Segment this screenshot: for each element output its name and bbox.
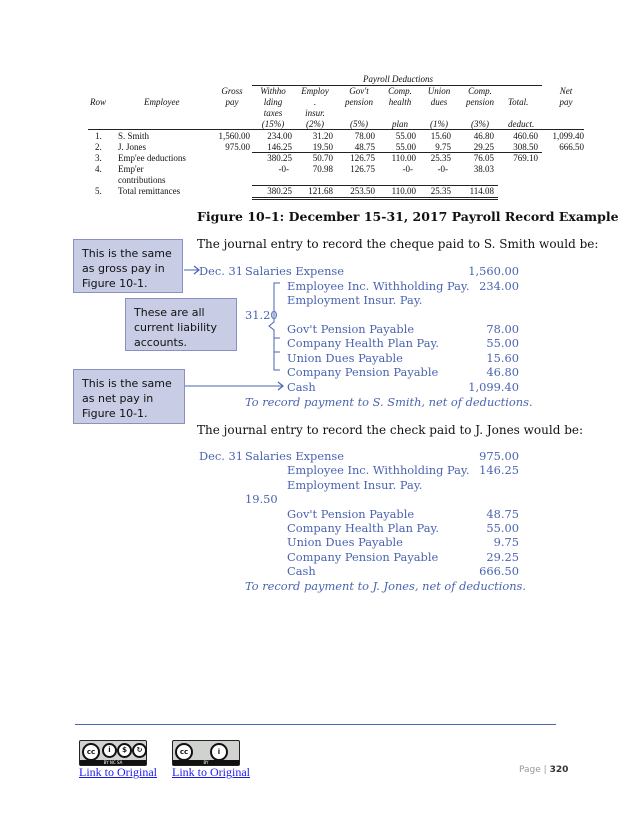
table-cell-health: 110.00 (391, 186, 416, 196)
table-row-number: 1. (95, 131, 102, 141)
table-row-number: 2. (95, 142, 102, 152)
table-cell-total: 460.60 (513, 131, 538, 141)
col-header-total: Total. (508, 97, 529, 107)
table-cell-union: -0- (437, 164, 448, 174)
table-cell-ei: 31.20 (312, 131, 333, 141)
table-cell-union: 15.60 (430, 131, 451, 141)
table-cell-employee: J. Jones (118, 142, 147, 152)
col-header-gross: Gross pay (221, 86, 243, 107)
entry-credit-account: Gov't Pension Payable (287, 322, 415, 336)
table-cell-union: 25.35 (430, 153, 451, 163)
entry-credit-account: Company Pension Payable (287, 365, 439, 379)
paragraph-smith: The journal entry to record the cheque paid to S. Smith would be: (197, 237, 599, 251)
table-cell-ei: 19.50 (312, 142, 333, 152)
entry-credit-account: Union Dues Payable (287, 351, 403, 365)
entry-credit-amount: 9.75 (493, 535, 519, 549)
cc-by-nc-sa-icon[interactable]: cc i $ ↻ BY NC SA (79, 740, 147, 766)
arrow-right-icon (185, 380, 288, 392)
col-header-row: Row (90, 97, 107, 107)
table-cell-total: 769.10 (513, 153, 538, 163)
link-to-original[interactable]: Link to Original (79, 765, 157, 779)
table-cell-employee: Emp'ee deductions (118, 153, 186, 163)
table-cell-ei: 70.98 (312, 164, 333, 174)
entry-credit-account: Employment Insur. Pay. (287, 293, 423, 307)
entry-credit-amount: 15.60 (486, 351, 519, 365)
entry-debit-amount: 1,560.00 (468, 264, 519, 278)
entry-memo: To record payment to S. Smith, net of deductions. (245, 395, 533, 409)
table-cell-gov: 48.75 (354, 142, 375, 152)
table-cell-gov: 126.75 (350, 164, 375, 174)
entry-date: Dec. 31 (199, 449, 243, 463)
entry-credit-account: Gov't Pension Payable (287, 507, 415, 521)
entry-credit-account: Union Dues Payable (287, 535, 403, 549)
paragraph-jones: The journal entry to record the check paid to J. Jones would be: (197, 423, 584, 437)
table-cell-gross: 975.00 (225, 142, 250, 152)
table-cell-comp-pension: 76.05 (473, 153, 494, 163)
entry-ei-amount: 19.50 (245, 492, 278, 506)
table-cell-comp-pension: 114.08 (469, 186, 494, 196)
entry-date: Dec. 31 (199, 264, 243, 278)
table-cell-withholding: 380.25 (267, 186, 292, 196)
col-header-total-2: deduct. (508, 119, 535, 129)
table-cell-health: 55.00 (395, 142, 416, 152)
table-cell-gov: 78.00 (354, 131, 375, 141)
entry-credit-amount: 78.00 (486, 322, 519, 336)
table-row-number: 4. (95, 164, 102, 174)
table-cell-withholding: 146.25 (267, 142, 292, 152)
entry-credit-account: Company Health Plan Pay. (287, 521, 440, 535)
table-cell-net: 1,099.40 (552, 131, 584, 141)
entry-debit-account: Salaries Expense (245, 264, 345, 278)
col-header-withholding: Withho lding taxes (15%) (260, 86, 286, 129)
table-cell-ei: 50.70 (312, 153, 333, 163)
entry-credit-amount: 29.25 (486, 550, 519, 564)
table-cell-comp-pension: 46.80 (473, 131, 494, 141)
table-row-number: 5. (95, 186, 102, 196)
entry-credit-account: Cash (287, 380, 316, 394)
arrow-right-icon (183, 264, 203, 276)
entry-credit-amount: 666.50 (479, 564, 519, 578)
table-cell-union: 9.75 (435, 142, 451, 152)
page-number: Page | 320 (519, 765, 569, 775)
entry-credit-account: Employment Insur. Pay. (287, 478, 423, 492)
entry-credit-amount: 46.80 (486, 365, 519, 379)
entry-credit-account: Employee Inc. Withholding Pay. (287, 279, 470, 293)
entry-credit-account: Cash (287, 564, 316, 578)
table-cell-comp-pension: 29.25 (473, 142, 494, 152)
table-cell-gov: 253.50 (350, 186, 375, 196)
entry-credit-account: Company Pension Payable (287, 550, 439, 564)
table-cell-withholding: 380.25 (267, 153, 292, 163)
link-to-original[interactable]: Link to Original (172, 765, 250, 779)
entry-debit-account: Salaries Expense (245, 449, 345, 463)
table-cell-health: 110.00 (391, 153, 416, 163)
bracket-icon (268, 282, 282, 372)
entry-memo: To record payment to J. Jones, net of deductions. (245, 579, 527, 593)
entry-credit-account: Company Health Plan Pay. (287, 336, 440, 350)
col-header-gov-pension: Gov't pension (5%) (345, 86, 373, 129)
entry-credit-amount: 55.00 (486, 521, 519, 535)
table-cell-net: 666.50 (559, 142, 584, 152)
footer-rule (75, 724, 556, 725)
col-header-union: Union dues (1%) (427, 86, 451, 129)
table-cell-union: 25.35 (430, 186, 451, 196)
entry-credit-account: Employee Inc. Withholding Pay. (287, 463, 470, 477)
table-cell-employee: S. Smith (118, 131, 150, 141)
table-cell-employee: Emp'er (118, 164, 144, 174)
entry-credit-amount: 146.25 (479, 463, 519, 477)
col-header-employee: Employee (144, 97, 180, 107)
cc-by-icon[interactable]: cc i BY (172, 740, 240, 766)
table-cell-health: 55.00 (395, 131, 416, 141)
col-header-health: Comp. health plan (388, 86, 412, 129)
table-cell-gov: 126.75 (350, 153, 375, 163)
table-cell-withholding: -0- (278, 164, 289, 174)
entry-debit-amount: 975.00 (479, 449, 519, 463)
table-cell-employee: Total remittances (118, 186, 181, 196)
callout-liability: These are all current liability accounts. (125, 298, 237, 351)
col-header-net: Net pay (559, 86, 573, 107)
badge-label: BY NC SA (80, 760, 146, 765)
table-cell-total: 308.50 (513, 142, 538, 152)
entry-ei-amount: 31.20 (245, 308, 278, 322)
callout-gross-pay: This is the same as gross pay in Figure 10-1. (73, 239, 183, 293)
payroll-deductions-header: Payroll Deductions (363, 74, 433, 84)
callout-net-pay: This is the same as net pay in Figure 10-1. (73, 369, 185, 424)
table-cell-withholding: 234.00 (267, 131, 292, 141)
table-cell-ei: 121.68 (308, 186, 333, 196)
table-cell-gross: 1,560.00 (218, 131, 250, 141)
table-cell-health: -0- (402, 164, 413, 174)
col-header-ei: Employ . insur. (2%) (301, 86, 329, 129)
table-cell-comp-pension: 38.03 (473, 164, 494, 174)
figure-caption: Figure 10–1: December 15-31, 2017 Payroll Record Example (197, 209, 619, 224)
badge-label: BY (173, 760, 239, 765)
entry-credit-amount: 48.75 (486, 507, 519, 521)
entry-credit-amount: 1,099.40 (468, 380, 519, 394)
entry-credit-amount: 234.00 (479, 279, 519, 293)
table-cell-employee-cont: contributions (118, 175, 166, 185)
col-header-comp-pension: Comp. pension (3%) (466, 86, 494, 129)
table-row-number: 3. (95, 153, 102, 163)
entry-credit-amount: 55.00 (486, 336, 519, 350)
